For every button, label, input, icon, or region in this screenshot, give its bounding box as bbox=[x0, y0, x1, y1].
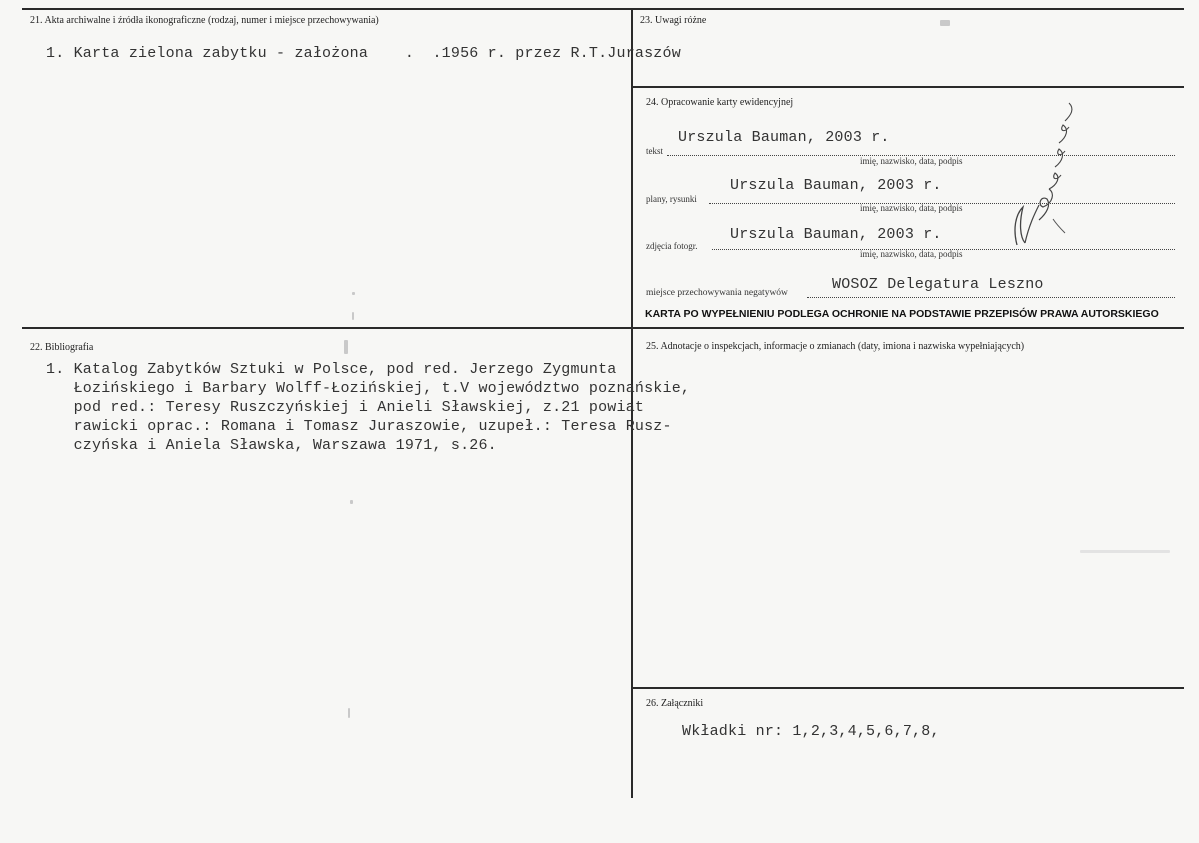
plans-row-label: plany, rysunki bbox=[646, 194, 697, 204]
negatives-dotted-line bbox=[807, 297, 1175, 298]
left-middle-divider bbox=[22, 327, 633, 329]
text-author-value: Urszula Bauman, 2003 r. bbox=[678, 129, 890, 146]
photos-author-value: Urszula Bauman, 2003 r. bbox=[730, 226, 942, 243]
attachments-value: Wkładki nr: 1,2,3,4,5,6,7,8, bbox=[682, 723, 940, 740]
section-21-entry: 1. Karta zielona zabytku - założona . .1956 r. przez R.T.Juraszów bbox=[46, 45, 681, 62]
bibliography-line: 1. Katalog Zabytków Sztuki w Polsce, pod red. Jerzego Zygmunta bbox=[46, 361, 617, 378]
section-21-label: 21. Akta archiwalne i źródła ikonograficzne (rodzaj, numer i miejsce przechowywania) bbox=[30, 15, 379, 26]
negatives-value: WOSOZ Delegatura Leszno bbox=[832, 276, 1044, 293]
bibliography-line: czyńska i Aniela Sławska, Warszawa 1971, s.26. bbox=[46, 437, 497, 454]
section-26-label: 26. Załączniki bbox=[646, 698, 704, 709]
section-22-label: 22. Bibliografia bbox=[30, 342, 94, 353]
text-row-caption: imię, nazwisko, data, podpis bbox=[860, 156, 963, 166]
top-border bbox=[22, 8, 1184, 10]
photos-row-label: zdjęcia fotogr. bbox=[646, 241, 698, 251]
scan-speck bbox=[352, 312, 354, 320]
bibliography-line: pod red.: Teresy Ruszczyńskiej i Anieli Sławskiej, z.21 powiat bbox=[46, 399, 645, 416]
scan-speck bbox=[344, 340, 348, 354]
right-divider-23-24 bbox=[633, 86, 1184, 88]
scan-speck bbox=[350, 500, 353, 504]
text-row-label: tekst bbox=[646, 146, 663, 156]
right-divider-24-25 bbox=[633, 327, 1184, 329]
scan-speck bbox=[940, 20, 950, 26]
handwritten-signature bbox=[995, 95, 1085, 255]
copyright-note: KARTA PO WYPEŁNIENIU PODLEGA OCHRONIE NA PODSTAWIE PRZEPISÓW PRAWA AUTORSKIEGO bbox=[645, 308, 1159, 320]
scan-speck bbox=[348, 708, 350, 718]
bibliography-line: Łozińskiego i Barbary Wolff-Łozińskiej, t.V województwo poznańskie, bbox=[46, 380, 691, 397]
section-24-label: 24. Opracowanie karty ewidencyjnej bbox=[646, 97, 794, 108]
section-25-label: 25. Adnotacje o inspekcjach, informacje o zmianach (daty, imiona i nazwiska wypełniających) bbox=[646, 341, 1025, 352]
scan-speck bbox=[352, 292, 355, 295]
plans-author-value: Urszula Bauman, 2003 r. bbox=[730, 177, 942, 194]
scan-speck bbox=[1080, 550, 1170, 553]
bibliography-line: rawicki oprac.: Romana i Tomasz Juraszowie, uzupeł.: Teresa Rusz- bbox=[46, 418, 672, 435]
negatives-label: miejsce przechowywania negatywów bbox=[646, 288, 788, 298]
right-divider-25-26 bbox=[633, 687, 1184, 689]
section-23-label: 23. Uwagi różne bbox=[640, 15, 707, 26]
photos-row-caption: imię, nazwisko, data, podpis bbox=[860, 249, 963, 259]
plans-row-caption: imię, nazwisko, data, podpis bbox=[860, 203, 963, 213]
